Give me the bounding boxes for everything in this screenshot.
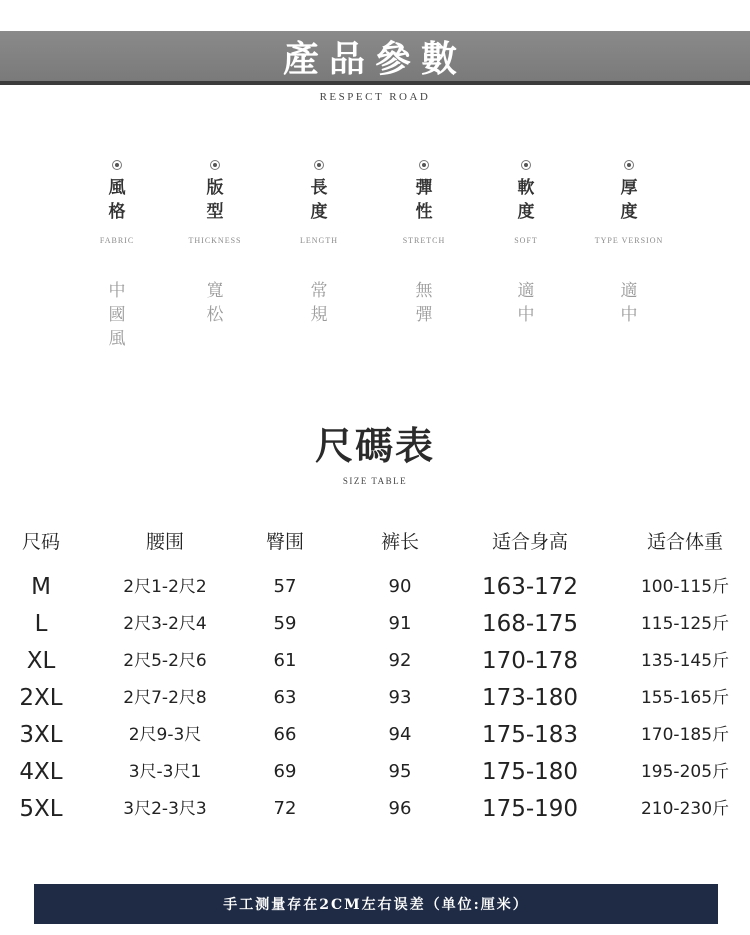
table-row [0,720,750,750]
param-en-label: LENGTH [300,236,338,245]
param-label: 彈性 [415,178,433,222]
cell-hip: 57 [273,576,297,597]
bullet-icon [112,160,122,170]
cell-hip: 66 [273,724,297,745]
cell-waist: 2尺1-2尺2 [123,577,207,597]
bullet-icon [314,160,324,170]
table-row [0,683,750,713]
cell-weight: 195-205斤 [640,762,730,782]
param-label: 版型 [206,178,224,222]
cell-length: 92 [388,650,412,671]
cell-hip: 69 [273,761,297,782]
param-length [264,160,374,327]
param-value: 常規 [310,281,328,325]
cell-size: 3XL [19,722,63,748]
cell-length: 91 [388,613,412,634]
cell-weight: 155-165斤 [640,688,730,708]
header-height: 适合身高 [491,531,568,553]
cell-length: 96 [388,798,412,819]
cell-length: 95 [388,761,412,782]
bullet-icon [624,160,634,170]
table-row [0,609,750,639]
cell-height: 168-175 [481,611,579,637]
header-hip: 臀围 [265,531,304,553]
cell-height: 163-172 [481,574,579,600]
measurement-note-banner [34,884,718,924]
cell-height: 170-178 [481,648,579,674]
param-stretch [369,160,479,327]
page-subtitle: RESPECT ROAD [319,91,431,103]
cell-size: 5XL [19,796,63,822]
cell-hip: 72 [273,798,297,819]
measurement-note: 手工测量存在2CM左右误差（单位:厘米） [223,897,529,913]
table-row [0,572,750,602]
bullet-icon [521,160,531,170]
param-en-label: THICKNESS [188,236,242,245]
cell-size: L [34,611,48,637]
table-row [0,646,750,676]
cell-weight: 170-185斤 [640,725,730,745]
cell-weight: 210-230斤 [640,799,730,819]
size-table-subtitle: SIZE TABLE [342,476,408,486]
header-band [0,31,750,85]
param-value: 適中 [517,281,535,325]
bullet-icon [210,160,220,170]
header-size: 尺码 [21,531,60,553]
cell-weight: 135-145斤 [640,651,730,671]
header-waist: 腰围 [145,531,184,553]
param-thickness [574,160,684,327]
page-title: 產品參數 [282,37,467,80]
table-header [0,527,750,557]
param-label: 厚度 [620,178,638,222]
param-en-label: FABRIC [99,236,135,245]
cell-height: 173-180 [481,685,579,711]
cell-height: 175-183 [481,722,579,748]
bullet-icon [419,160,429,170]
cell-height: 175-190 [481,796,579,822]
cell-length: 90 [388,576,412,597]
param-label: 長度 [310,178,328,222]
cell-hip: 63 [273,687,297,708]
cell-weight: 100-115斤 [640,577,730,597]
table-row [0,757,750,787]
cell-waist: 3尺2-3尺3 [123,799,207,819]
param-style [62,160,172,351]
cell-size: 2XL [19,685,63,711]
cell-waist: 2尺5-2尺6 [123,651,207,671]
cell-weight: 115-125斤 [640,614,730,634]
param-softness [471,160,581,327]
cell-waist: 3尺-3尺1 [128,762,202,782]
size-table-title: 尺碼表 [314,423,435,468]
cell-size: 4XL [19,759,63,785]
cell-waist: 2尺9-3尺 [128,725,202,745]
cell-waist: 2尺7-2尺8 [123,688,207,708]
param-label: 風格 [108,178,126,222]
param-value: 中國風 [108,281,126,349]
cell-waist: 2尺3-2尺4 [123,614,207,634]
header-weight: 适合体重 [646,531,723,553]
table-row [0,794,750,824]
cell-hip: 61 [273,650,297,671]
param-en-label: SOFT [514,236,538,245]
param-value: 無彈 [415,281,433,325]
cell-size: XL [26,648,56,674]
param-label: 軟度 [517,178,535,222]
cell-hip: 59 [273,613,297,634]
cell-size: M [31,574,51,600]
param-en-label: STRETCH [402,236,446,245]
param-value: 適中 [620,281,638,325]
param-value: 寬松 [206,281,224,325]
cell-length: 93 [388,687,412,708]
header-length: 裤长 [380,531,419,553]
param-en-label: TYPE VERSION [594,236,664,245]
param-fit [160,160,270,327]
cell-length: 94 [388,724,412,745]
cell-height: 175-180 [481,759,579,785]
